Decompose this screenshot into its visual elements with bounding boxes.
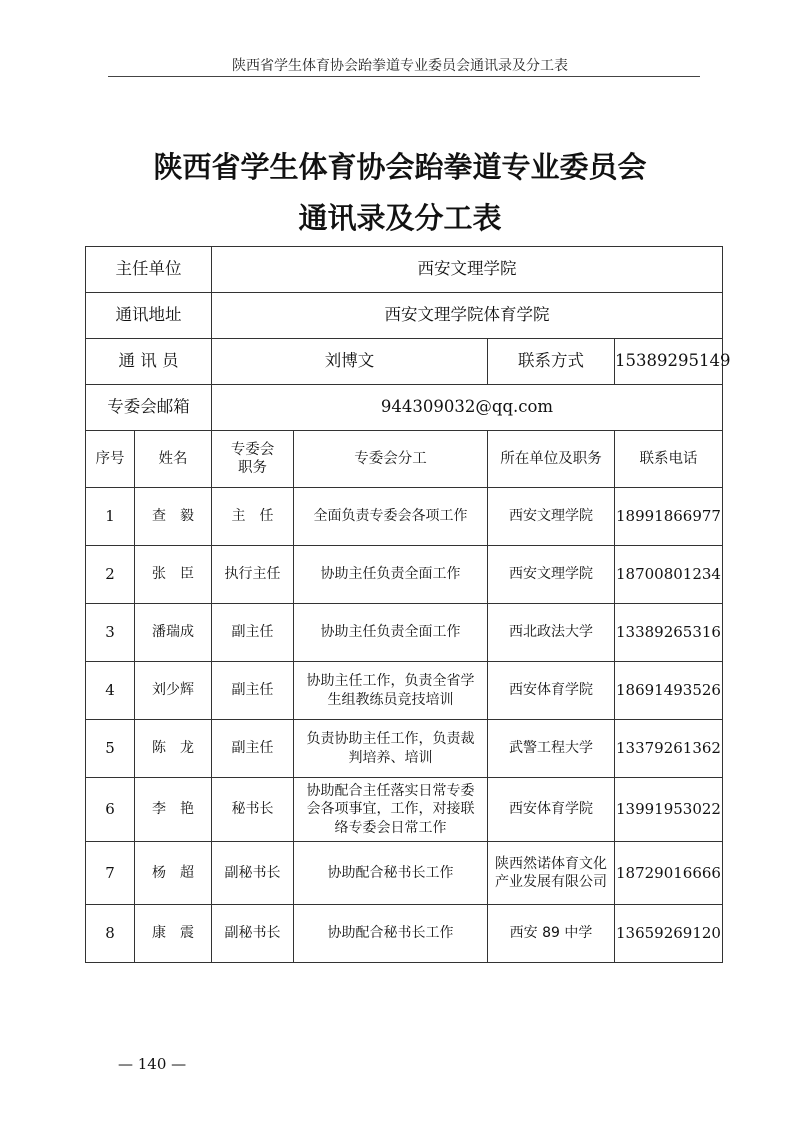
member-duty: 协助主任负责全面工作: [294, 604, 488, 662]
member-phone: 18729016666: [615, 842, 723, 905]
member-no: 7: [86, 842, 135, 905]
host-row: [86, 247, 723, 293]
member-unit: 西安体育学院: [488, 778, 615, 842]
member-name: 陈 龙: [135, 720, 212, 778]
member-name: 刘少辉: [135, 662, 212, 720]
member-no: 4: [86, 662, 135, 720]
table-row: [86, 662, 723, 720]
member-phone: 18700801234: [615, 546, 723, 604]
member-role: 副主任: [212, 662, 294, 720]
running-header: 陕西省学生体育协会跆拳道专业委员会通讯录及分工表: [232, 58, 568, 74]
member-phone: 13991953022: [615, 778, 723, 842]
member-unit: 西安 89 中学: [488, 905, 615, 963]
col-header-role-line1: 专委会: [230, 441, 275, 458]
member-unit: 武警工程大学: [488, 720, 615, 778]
member-role: 秘书长: [212, 778, 294, 842]
member-role: 执行主任: [212, 546, 294, 604]
page-number: — 140 —: [118, 1055, 187, 1073]
contact-name-text: 刘博文: [324, 351, 375, 371]
member-role: 副秘书长: [212, 842, 294, 905]
col-header-role: [212, 431, 294, 488]
member-duty: 全面负责专委会各项工作: [294, 488, 488, 546]
col-header-duty: 专委会分工: [294, 431, 488, 488]
email-value: 944309032@qq.com: [212, 385, 723, 431]
page-title-line2: 通讯录及分工表: [298, 201, 502, 235]
email-row: [86, 385, 723, 431]
column-header-row: [86, 431, 723, 488]
member-phone: 18691493526: [615, 662, 723, 720]
member-no: 2: [86, 546, 135, 604]
member-role: 副主任: [212, 720, 294, 778]
header-rule: [108, 76, 700, 77]
host-value: 西安文理学院: [212, 247, 723, 293]
contact-name: [212, 339, 488, 385]
contact-label: 通 讯 员: [86, 339, 212, 385]
member-duty: 协助配合主任落实日常专委会各项事宜，工作，对接联络专委会日常工作: [294, 778, 488, 842]
member-unit: 陕西然诺体育文化产业发展有限公司: [488, 842, 615, 905]
member-name: 潘瑞成: [135, 604, 212, 662]
member-unit: 西北政法大学: [488, 604, 615, 662]
col-header-unit: 所在单位及职务: [488, 431, 615, 488]
member-name: 查 毅: [135, 488, 212, 546]
member-name: 张 臣: [135, 546, 212, 604]
member-role: 副秘书长: [212, 905, 294, 963]
table-row: [86, 488, 723, 546]
member-phone: 13389265316: [615, 604, 723, 662]
member-phone: 13659269120: [615, 905, 723, 963]
member-no: 6: [86, 778, 135, 842]
member-unit: 西安文理学院: [488, 488, 615, 546]
contact-phone: 15389295149: [615, 339, 723, 385]
member-phone: 18991866977: [615, 488, 723, 546]
member-no: 8: [86, 905, 135, 963]
address-row: [86, 293, 723, 339]
contact-row: [86, 339, 723, 385]
table-row: [86, 720, 723, 778]
col-header-phone: 联系电话: [615, 431, 723, 488]
member-role: 主 任: [212, 488, 294, 546]
member-duty: 协助配合秘书长工作: [294, 905, 488, 963]
member-role: 副主任: [212, 604, 294, 662]
member-name: 李 艳: [135, 778, 212, 842]
member-name: 康 震: [135, 905, 212, 963]
member-unit: 西安体育学院: [488, 662, 615, 720]
address-value: 西安文理学院体育学院: [212, 293, 723, 339]
col-header-name: 姓名: [135, 431, 212, 488]
col-header-no: 序号: [86, 431, 135, 488]
table-row: [86, 842, 723, 905]
member-duty: 协助主任负责全面工作: [294, 546, 488, 604]
email-label: 专委会邮箱: [86, 385, 212, 431]
member-no: 1: [86, 488, 135, 546]
col-header-role-line2: 职务: [238, 460, 267, 476]
member-duty: 负责协助主任工作，负责裁判培养、培训: [294, 720, 488, 778]
member-no: 5: [86, 720, 135, 778]
contact-method-label: 联系方式: [488, 339, 615, 385]
member-duty: 协助配合秘书长工作: [294, 842, 488, 905]
member-unit: 西安文理学院: [488, 546, 615, 604]
table-row: [86, 546, 723, 604]
table-row: [86, 778, 723, 842]
page-title-line1: 陕西省学生体育协会跆拳道专业委员会: [153, 150, 647, 184]
table-row: [86, 604, 723, 662]
address-label: 通讯地址: [86, 293, 212, 339]
directory-table: [85, 246, 731, 963]
member-duty: 协助主任工作，负责全省学生组教练员竞技培训: [294, 662, 488, 720]
table-row: [86, 905, 723, 963]
member-no: 3: [86, 604, 135, 662]
host-label: 主任单位: [86, 247, 212, 293]
member-phone: 13379261362: [615, 720, 723, 778]
member-name: 杨 超: [135, 842, 212, 905]
